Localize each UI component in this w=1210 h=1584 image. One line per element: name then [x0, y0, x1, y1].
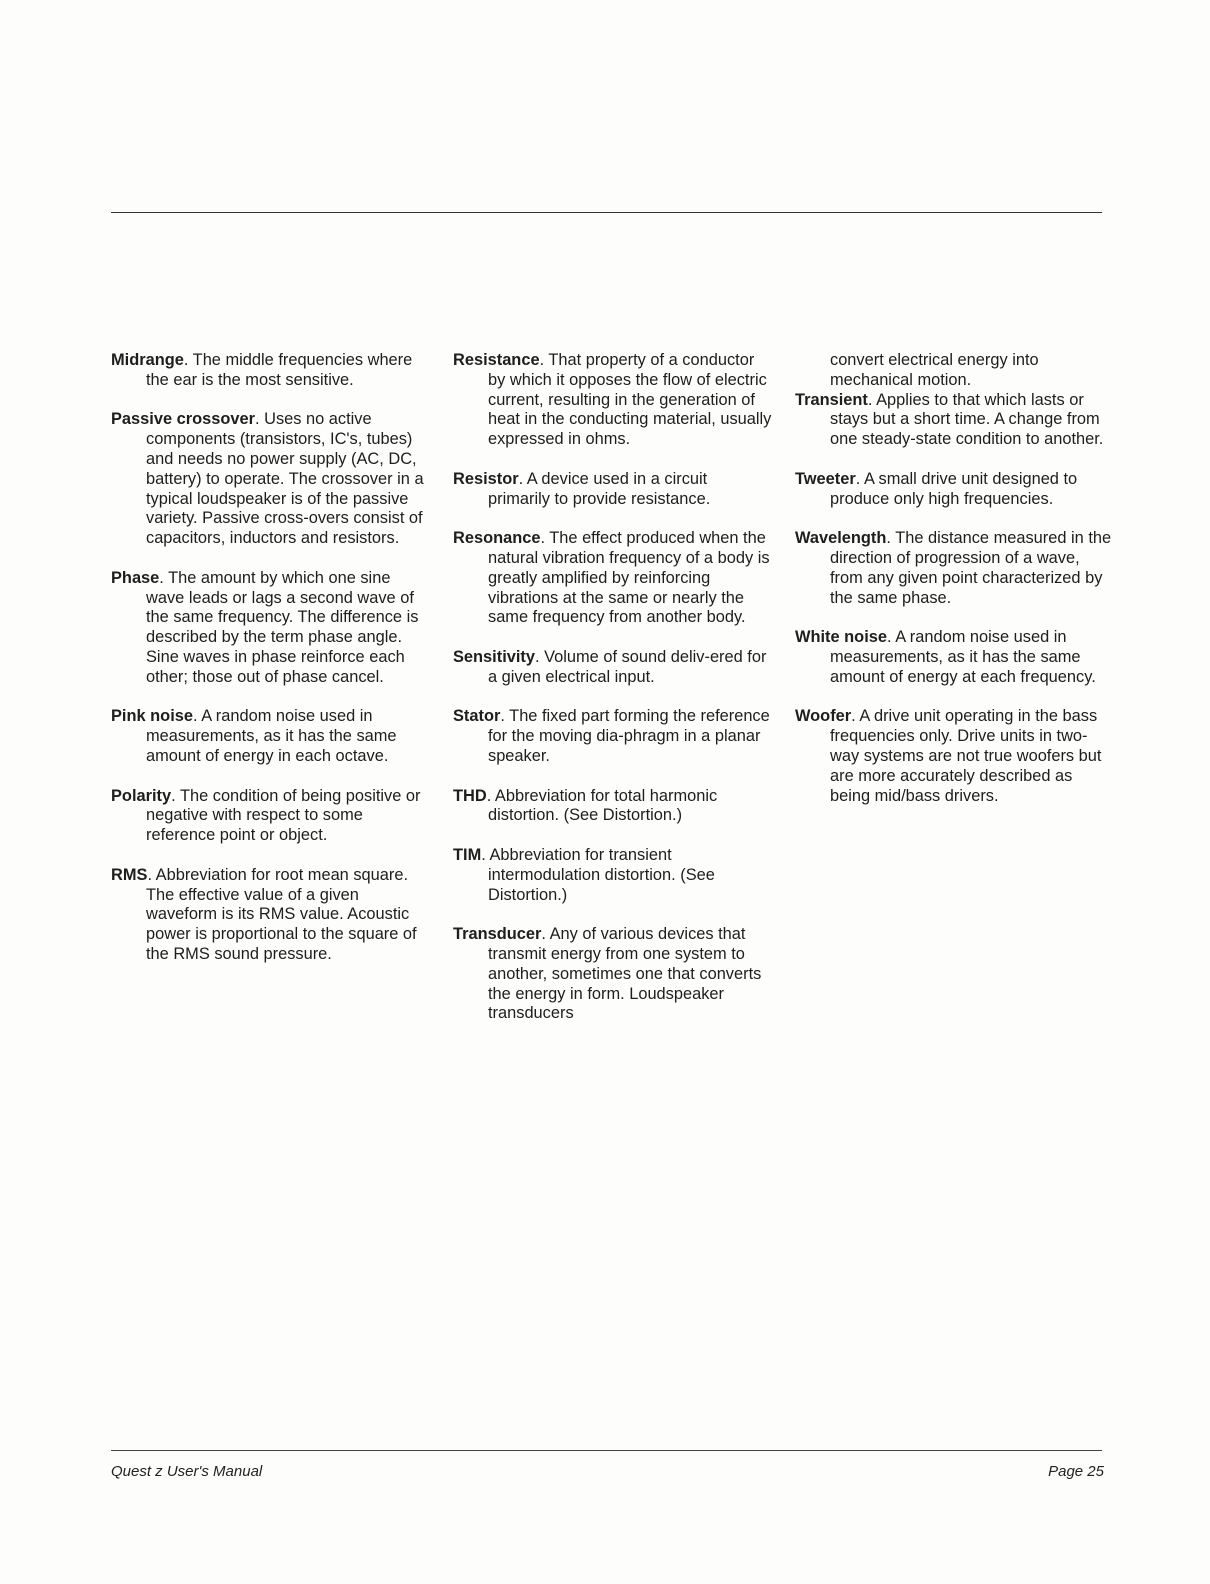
glossary-term: TIM [453, 845, 482, 864]
glossary-column-3 [795, 351, 1115, 826]
glossary-definition: Abbreviation for root mean square. The effective value of a given waveform is its RMS value. Acoustic power is proportional to the square of the RMS sound pressure. [146, 865, 417, 963]
glossary-entry-white-noise: White noise. A random noise used in measurements, as it has the same amount of energy at each frequency. [795, 628, 1096, 686]
glossary-entry-wavelength: Wavelength. The distance measured in the direction of progression of a wave, from any given point characterized by the same phase. [795, 529, 1112, 607]
glossary-term: Resonance [453, 529, 541, 548]
glossary-term: Woofer [795, 707, 852, 726]
glossary-column-1 [111, 351, 431, 985]
glossary-definition: A random noise used in measurements, as it has the same amount of energy in each octave. [146, 707, 397, 765]
footer-page-number: Page 25 [1048, 1463, 1104, 1480]
glossary-entry-tweeter: Tweeter. A small drive unit designed to produce only high frequencies. [795, 469, 1078, 508]
glossary-term: Stator [453, 707, 501, 726]
glossary-term: Polarity [111, 786, 172, 805]
glossary-entry-tim: TIM. Abbreviation for transient intermodulation distortion. (See Distortion.) [453, 845, 715, 904]
glossary-definition: The middle frequencies where the ear is the most sensitive. [146, 351, 413, 389]
glossary-entry-rms: RMS. Abbreviation for root mean square. The effective value of a given waveform is its RMS value. Acoustic power is proportional to the square of the RMS sound pressure. [111, 865, 417, 963]
glossary-entry-transient: Transient. Applies to that which lasts or stays but a short time. A change from one steady-state condition to another. [795, 390, 1104, 449]
glossary-entry-pink-noise: Pink noise. A random noise used in measurements, as it has the same amount of energy in each octave. [111, 707, 397, 765]
glossary-term: Pink noise [111, 707, 193, 726]
glossary-definition: That property of a conductor by which it opposes the flow of electric current, resulting in the generation of heat in the conducting material, usually expressed in ohms. [488, 351, 772, 449]
glossary-entry-sensitivity: Sensitivity. Volume of sound deliv-ered for a given electrical input. [453, 647, 767, 686]
glossary-definition: A small drive unit designed to produce only high frequencies. [830, 469, 1078, 508]
glossary-definition: Applies to that which lasts or stays but a short time. A change from one steady-state condition to another. [830, 390, 1104, 449]
glossary-definition: A device used in a circuit primarily to provide resistance. [488, 469, 711, 508]
footer-manual-title: Quest z User's Manual [111, 1463, 263, 1480]
glossary-definition: The distance measured in the direction of progression of a wave, from any given point characterized by the same phase. [830, 529, 1112, 607]
glossary-definition: The condition of being positive or negative with respect to some reference point or object. [146, 786, 421, 845]
glossary-entry-passive-crossover: Passive crossover. Uses no active components (transistors, IC's, tubes) and needs no power supply (AC, DC, battery) to operate. The crossover in a typical loudspeaker is of the passive variety. Passive cross-overs consist of capacitors, inductors and resistors. [111, 410, 424, 548]
glossary-definition: Uses no active components (transistors, IC's, tubes) and needs no power supply (AC, DC, battery) to operate. The crossover in a typical loudspeaker is of the passive variety. Passive cross-overs consist of capacitors, inductors and resistors. [146, 410, 424, 548]
glossary-definition: Abbreviation for total harmonic distortion. (See Distortion.) [488, 786, 718, 825]
glossary-term: Resistor [453, 469, 519, 488]
glossary-entry-resistance: Resistance. That property of a conductor by which it opposes the flow of electric current, resulting in the generation of heat in the conducting material, usually expressed in ohms. [453, 351, 772, 449]
glossary-term: Tweeter [795, 469, 856, 488]
glossary-definition: The fixed part forming the reference for the moving dia-phragm in a planar speaker. [488, 707, 770, 765]
footer-rule [111, 1450, 1102, 1451]
glossary-term: Midrange [111, 351, 184, 369]
glossary-entry-resonance: Resonance. The effect produced when the natural vibration frequency of a body is greatly amplified by reinforcing vibrations at the same or nearly the same frequency from another body. [453, 529, 770, 627]
glossary-term: Transient [795, 390, 868, 409]
glossary-term: Phase [111, 568, 160, 587]
glossary-column-2 [453, 351, 773, 1044]
glossary-entry-thd: THD. Abbreviation for total harmonic distortion. (See Distortion.) [453, 786, 718, 825]
glossary-entry-phase: Phase. The amount by which one sine wave leads or lags a second wave of the same frequency. The difference is described by the term phase angle. Sine waves in phase reinforce each other; those out of phase cancel. [111, 568, 419, 686]
glossary-entry-resistor: Resistor. A device used in a circuit primarily to provide resistance. [453, 469, 711, 508]
glossary-definition: Volume of sound deliv-ered for a given electrical input. [488, 647, 767, 686]
glossary-definition: The effect produced when the natural vibration frequency of a body is greatly amplified by reinforcing vibrations at the same or nearly the same frequency from another body. [488, 529, 770, 627]
glossary-term: THD [453, 786, 487, 805]
glossary-term: Passive crossover [111, 410, 255, 429]
glossary-definition: The amount by which one sine wave leads or lags a second wave of the same frequency. The difference is described by the term phase angle. Sine waves in phase reinforce each other; those out of phase cancel. [146, 568, 419, 686]
glossary-definition: A random noise used in measurements, as it has the same amount of energy at each frequency. [830, 628, 1096, 686]
glossary-term: Wavelength [795, 529, 887, 548]
glossary-term: White noise [795, 628, 887, 647]
glossary-definition: A drive unit operating in the bass frequencies only. Drive units in two-way systems are not true woofers but are more accurately described as being mid/bass drivers. [830, 707, 1102, 805]
glossary-entry-midrange: Midrange. The middle frequencies where the ear is the most sensitive. [111, 351, 413, 389]
glossary-entry-transducer: Transducer. Any of various devices that transmit energy from one system to another, sometimes one that converts the energy in form. Loudspeaker transducers [453, 925, 762, 1023]
glossary-term: RMS [111, 865, 148, 884]
glossary-term: Resistance [453, 351, 540, 369]
glossary-entry-woofer: Woofer. A drive unit operating in the bass frequencies only. Drive units in two-way systems are not true woofers but are more accurately described as being mid/bass drivers. [795, 707, 1102, 805]
glossary-term: Sensitivity [453, 647, 535, 666]
glossary-term: Transducer [453, 925, 542, 944]
header-rule [111, 212, 1102, 213]
glossary-continuation: convert electrical energy into mechanical motion. [830, 351, 1039, 389]
glossary-entry-stator: Stator. The fixed part forming the reference for the moving dia-phragm in a planar speaker. [453, 707, 770, 765]
glossary-definition: Abbreviation for transient intermodulation distortion. (See Distortion.) [485, 845, 715, 904]
glossary-entry-polarity: Polarity. The condition of being positive or negative with respect to some reference point or object. [111, 786, 421, 845]
glossary-definition: Any of various devices that transmit energy from one system to another, sometimes one that converts the energy in form. Loudspeaker transducers [488, 925, 762, 1023]
